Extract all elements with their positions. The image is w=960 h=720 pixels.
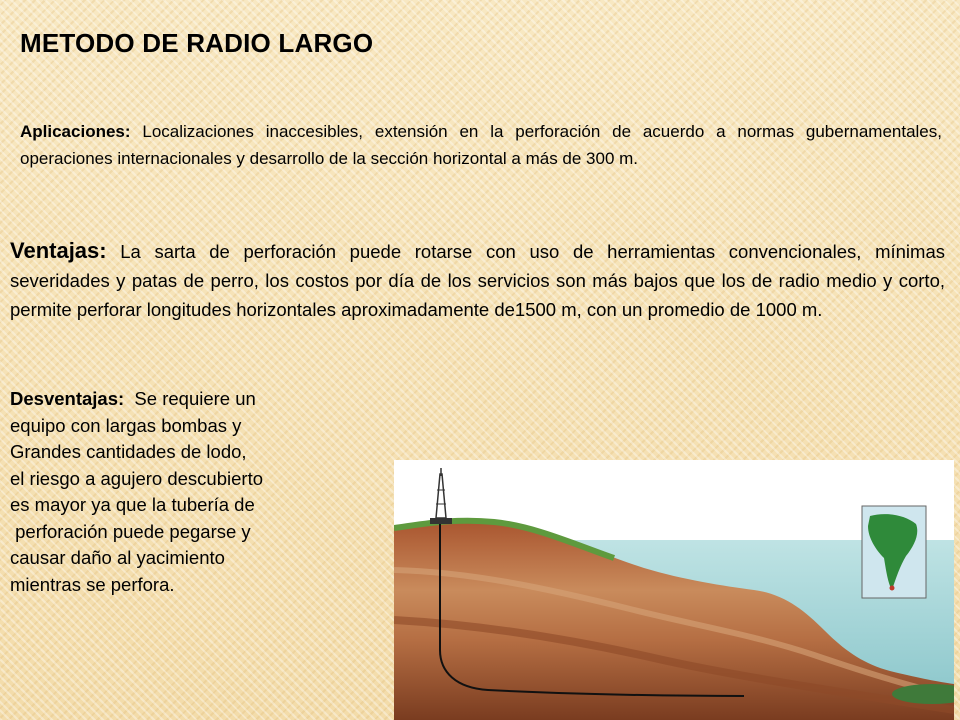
desventajas-line-8: mientras se perfora. xyxy=(10,573,175,595)
desventajas-paragraph xyxy=(10,386,340,598)
desventajas-line-6: perforación puede pegarse y xyxy=(10,520,251,542)
aplicaciones-text: Localizaciones inaccesibles, extensión en la perforación de acuerdo a normas gubernamentales, operaciones internacionales y desarrollo de la sección horizontal a más de 300 m. xyxy=(20,122,942,168)
ventajas-label: Ventajas: xyxy=(10,238,107,263)
drilling-illustration xyxy=(394,460,954,720)
ventajas-paragraph xyxy=(10,236,945,324)
aplicaciones-label: Aplicaciones: xyxy=(20,122,131,141)
aplicaciones-paragraph xyxy=(20,118,942,172)
ventajas-text: La sarta de perforación puede rotarse con uso de herramientas convencionales, mínimas severidades y patas de perro, los costos por día de los servicios son más bajos que los de radio medio y corto, permite perforar longitudes horizontales aproximadamente de1500 m, con un promedio de 1000 m. xyxy=(10,241,945,320)
desventajas-line-1 xyxy=(10,386,340,413)
desventajas-line-5: es mayor ya que la tubería de xyxy=(10,494,255,515)
desventajas-line-3: Grandes cantidades de lodo, xyxy=(10,441,247,462)
slide-title: METODO DE RADIO LARGO xyxy=(20,28,374,58)
desventajas-text: Se requiere un xyxy=(124,388,256,409)
desventajas-label: Desventajas: xyxy=(10,388,125,409)
south-america-map-icon xyxy=(862,506,926,598)
desventajas-line-4: el riesgo a agujero descubierto xyxy=(10,467,263,489)
desventajas-line-2: equipo con largas bombas y xyxy=(10,414,242,436)
desventajas-line-7: causar daño al yacimiento xyxy=(10,547,225,568)
